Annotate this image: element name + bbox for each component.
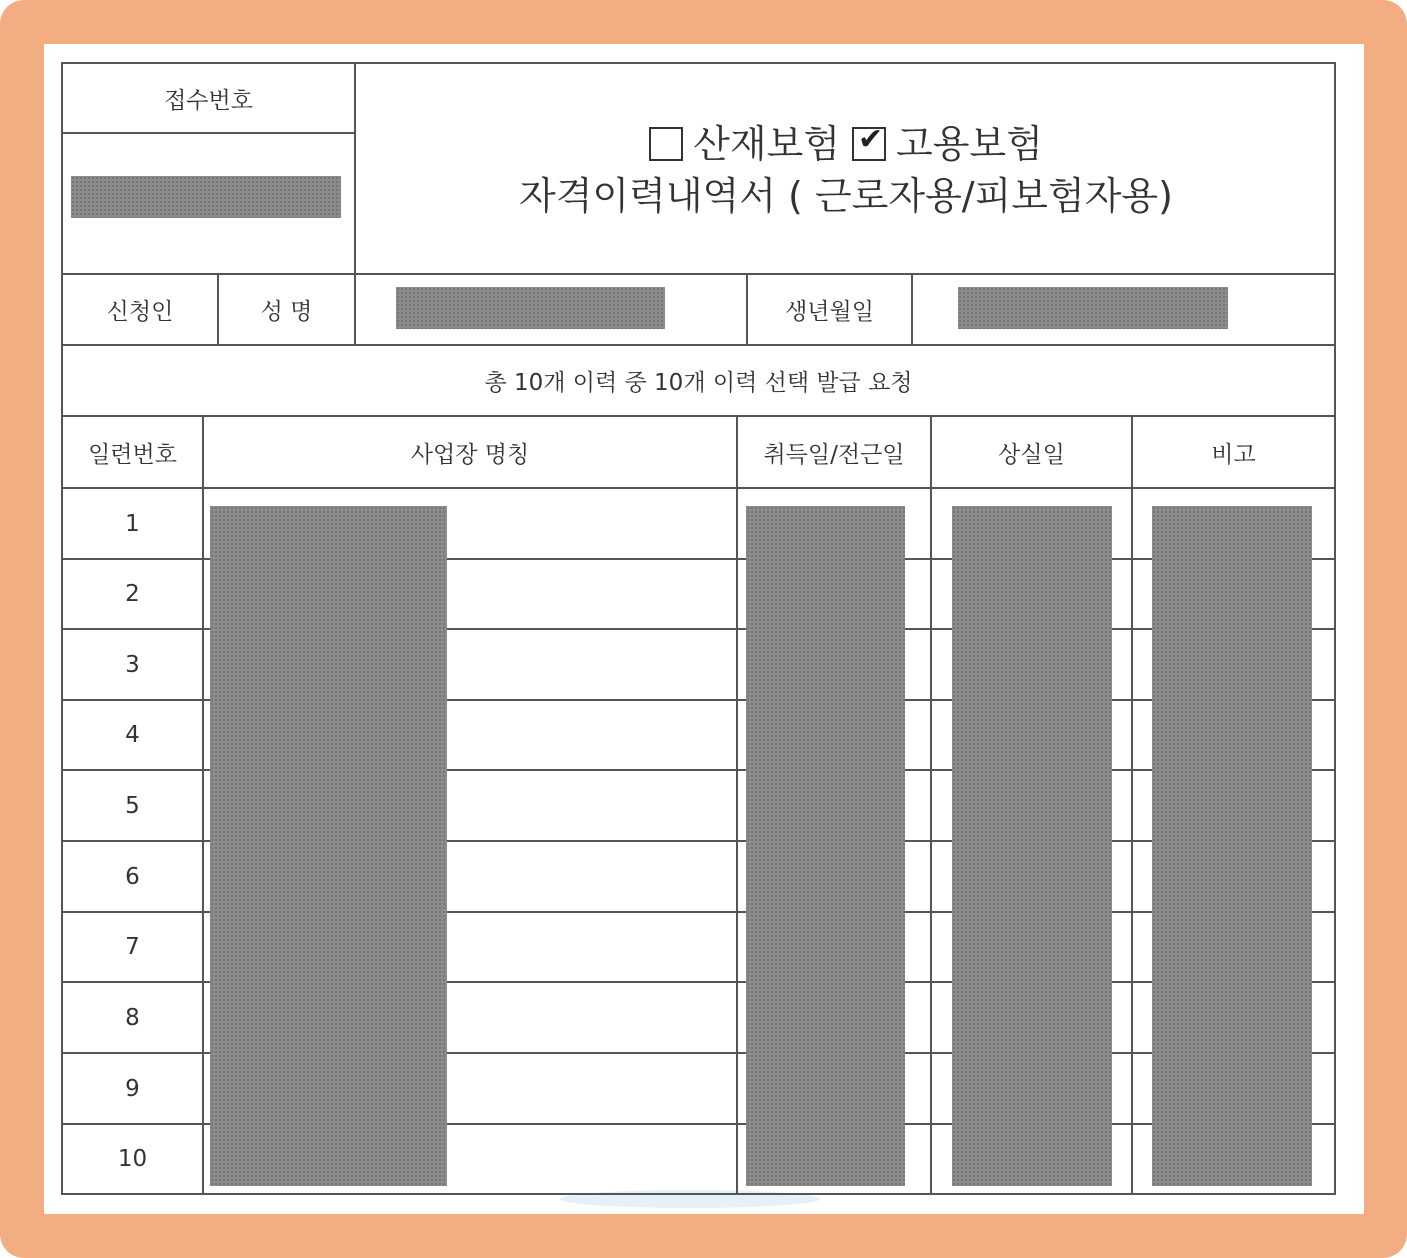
- form-title: [357, 66, 1335, 274]
- receipt-number-label: 접수번호: [164, 87, 253, 114]
- insurance-type-row: [649, 118, 1043, 170]
- acquired-dates-redacted: [746, 506, 905, 1186]
- col-header-workplace: 사업장 명칭: [410, 441, 530, 468]
- divider: [911, 273, 913, 346]
- row-number: 6: [125, 863, 140, 890]
- applicant-label: 신청인: [106, 299, 174, 325]
- workplace-names-redacted: [210, 506, 447, 1186]
- border-bottom: [61, 1193, 1336, 1195]
- row-number: 7: [125, 934, 140, 960]
- row-number: 9: [125, 1075, 140, 1102]
- row-number: 3: [125, 651, 140, 678]
- birth-date-label: 생년월일: [785, 299, 874, 325]
- col-header-serial: 일련번호: [88, 441, 177, 468]
- birth-date-redacted: [958, 287, 1228, 329]
- row-number: 4: [125, 722, 140, 748]
- checkmark-icon: ✔: [858, 122, 884, 157]
- form-title-text: 자격이력내역서 ( 근로자용/피보험자용): [519, 174, 1173, 218]
- row-number: 8: [125, 1004, 140, 1031]
- divider: [61, 132, 356, 134]
- divider: [61, 487, 1336, 489]
- receipt-number-redacted: [71, 176, 341, 218]
- industrial-insurance-label: 산재보험: [693, 122, 840, 166]
- col-header-acquired: 취득일/전근일: [763, 441, 905, 468]
- name-redacted: [396, 287, 665, 329]
- industrial-insurance-checkbox[interactable]: [649, 127, 683, 161]
- divider: [930, 415, 932, 1195]
- remarks-redacted: [1152, 506, 1312, 1186]
- row-number: 1: [125, 510, 140, 537]
- col-header-remarks: 비고: [1211, 441, 1256, 468]
- col-header-lost: 상실일: [998, 441, 1065, 468]
- lost-dates-redacted: [952, 506, 1112, 1186]
- row-number: 10: [117, 1146, 148, 1172]
- employment-insurance-checkbox[interactable]: [852, 122, 886, 161]
- divider: [354, 62, 356, 346]
- name-label: 성 명: [260, 299, 313, 325]
- row-number: 5: [125, 792, 140, 819]
- divider: [736, 415, 738, 1195]
- summary-text: 총 10개 이력 중 10개 이력 선택 발급 요청: [484, 370, 913, 396]
- divider: [202, 415, 204, 1195]
- employment-insurance-label: 고용보험: [896, 122, 1043, 166]
- divider: [1131, 415, 1133, 1195]
- row-number: 2: [125, 581, 140, 607]
